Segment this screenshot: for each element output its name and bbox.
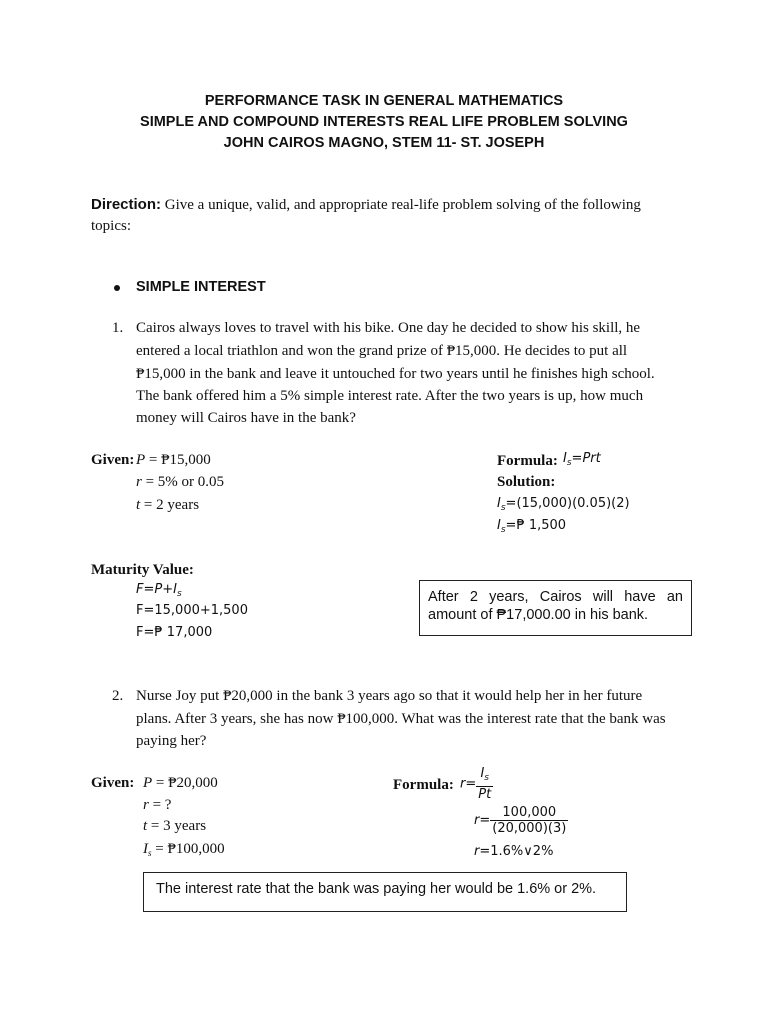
- solution-2-numerator: 100,000: [490, 805, 568, 821]
- bullet-icon: [114, 285, 120, 291]
- solution-step-2-text: =₱ 1,500: [505, 518, 567, 533]
- direction-text-1: Give a unique, valid, and appropriate real-life problem solving of the following: [161, 197, 641, 213]
- formula-2-numerator: I: [480, 766, 485, 781]
- maturity-step-1: $F=P+I_s$: [136, 582, 182, 599]
- direction-line-2: topics:: [91, 218, 131, 234]
- problem1-line-1: Cairos always loves to travel with his bike. One day he decided to show his skill, he: [136, 320, 641, 336]
- problem2-line-1: Nurse Joy put ₱20,000 in the bank 3 years ago so that it would help her in her future: [136, 688, 643, 704]
- formula-2: r= $\frac{I_s}{Pt}$: [460, 766, 492, 802]
- given-r-value-1: = 5% or 0.05: [141, 474, 225, 490]
- maturity-step-3: F=₱ 17,000: [136, 625, 213, 640]
- given-t-value-1: = 2 years: [140, 497, 200, 513]
- solution-2-denominator: (20,000)(3): [492, 821, 567, 836]
- maturity-label: Maturity Value:: [91, 562, 194, 578]
- maturity-step-1-text: F=P+I: [136, 582, 177, 597]
- formula-label-1: Formula:: [497, 453, 558, 469]
- maturity-step-2: F=15,000+1,500: [136, 603, 248, 618]
- formula-2-denominator: Pt: [478, 787, 492, 802]
- given-i-2: $I_s$ = ₱100,000: [143, 841, 225, 858]
- given-label-2: Given:: [91, 775, 135, 791]
- given-r-value-2: = ?: [148, 797, 172, 813]
- problem2-number: 2.: [112, 688, 124, 704]
- formula-1: $I_s=Prt$: [563, 451, 601, 468]
- answer-1-line-2: amount of ₱17,000.00 in his bank.: [428, 607, 649, 623]
- problem1-line-4: The bank offered him a 5% simple interest rate. After the two years is up, how much: [136, 388, 644, 404]
- problem1-number: 1.: [112, 320, 124, 336]
- solution-step-2: $I_s=₱$ 1,500: [497, 518, 567, 535]
- header-line-3: JOHN CAIROS MAGNO, STEM 11- ST. JOSEPH: [223, 135, 545, 151]
- formula-2-fraction: $\frac{I_s}{Pt}$: [478, 766, 492, 802]
- given-t-2: t = 3 years: [143, 818, 207, 834]
- given-label-1: Given:: [91, 452, 135, 468]
- solution-2-result: r=1.6%∨2%: [474, 844, 554, 859]
- solution-2-fraction: [490, 805, 568, 836]
- solution-2-result-text: =1.6%∨2%: [479, 844, 554, 859]
- solution-step-1: $I_s=(15,000)(0.05)(2)$: [497, 496, 630, 513]
- given-r-2: r = ?: [143, 797, 172, 813]
- given-t-value-2: = 3 years: [147, 818, 207, 834]
- given-p-2: P = ₱20,000: [143, 775, 218, 791]
- direction-line-1: [91, 196, 641, 214]
- answer-2-text: The interest rate that the bank was paying her would be 1.6% or 2%.: [156, 881, 597, 897]
- solution-label: Solution:: [497, 474, 556, 490]
- direction-label: Direction:: [91, 196, 162, 213]
- problem1-line-2: entered a local triathlon and won the grand prize of ₱15,000. He decides to put all: [136, 343, 628, 359]
- solution-2-step-1: r= $\frac{100,000}{(20,000)(3)}$: [474, 805, 567, 836]
- header-line-1: PERFORMANCE TASK IN GENERAL MATHEMATICS: [204, 93, 564, 109]
- given-t-1: t = 2 years: [136, 497, 200, 513]
- given-p-value-1: = ₱15,000: [145, 452, 211, 468]
- given-p-value-2: = ₱20,000: [152, 775, 218, 791]
- solution-step-1-text: =(15,000)(0.05)(2): [505, 496, 630, 511]
- answer-box-2: [143, 872, 627, 912]
- problem2-line-3: paying her?: [136, 733, 207, 749]
- given-i-value-2: = ₱100,000: [151, 841, 225, 857]
- problem2-line-2: plans. After 3 years, she has now ₱100,000. What was the interest rate that the bank was: [136, 711, 666, 727]
- problem1-line-3: ₱15,000 in the bank and leave it untouched for two years until he finishes high school.: [136, 366, 655, 382]
- given-r-1: r = 5% or 0.05: [136, 474, 225, 490]
- problem1-line-5: money will Cairos have in the bank?: [136, 410, 356, 426]
- given-p-1: P = ₱15,000: [136, 452, 211, 468]
- formula-label-2: Formula:: [393, 777, 454, 793]
- section-title: SIMPLE INTEREST: [136, 279, 266, 295]
- answer-1-line-1: After 2 years, Cairos will have an: [428, 589, 683, 605]
- answer-box-1: [419, 580, 692, 636]
- header-line-2: SIMPLE AND COMPOUND INTERESTS REAL LIFE PROBLEM SOLVING: [140, 114, 628, 130]
- formula-1-text: =Prt: [571, 451, 601, 466]
